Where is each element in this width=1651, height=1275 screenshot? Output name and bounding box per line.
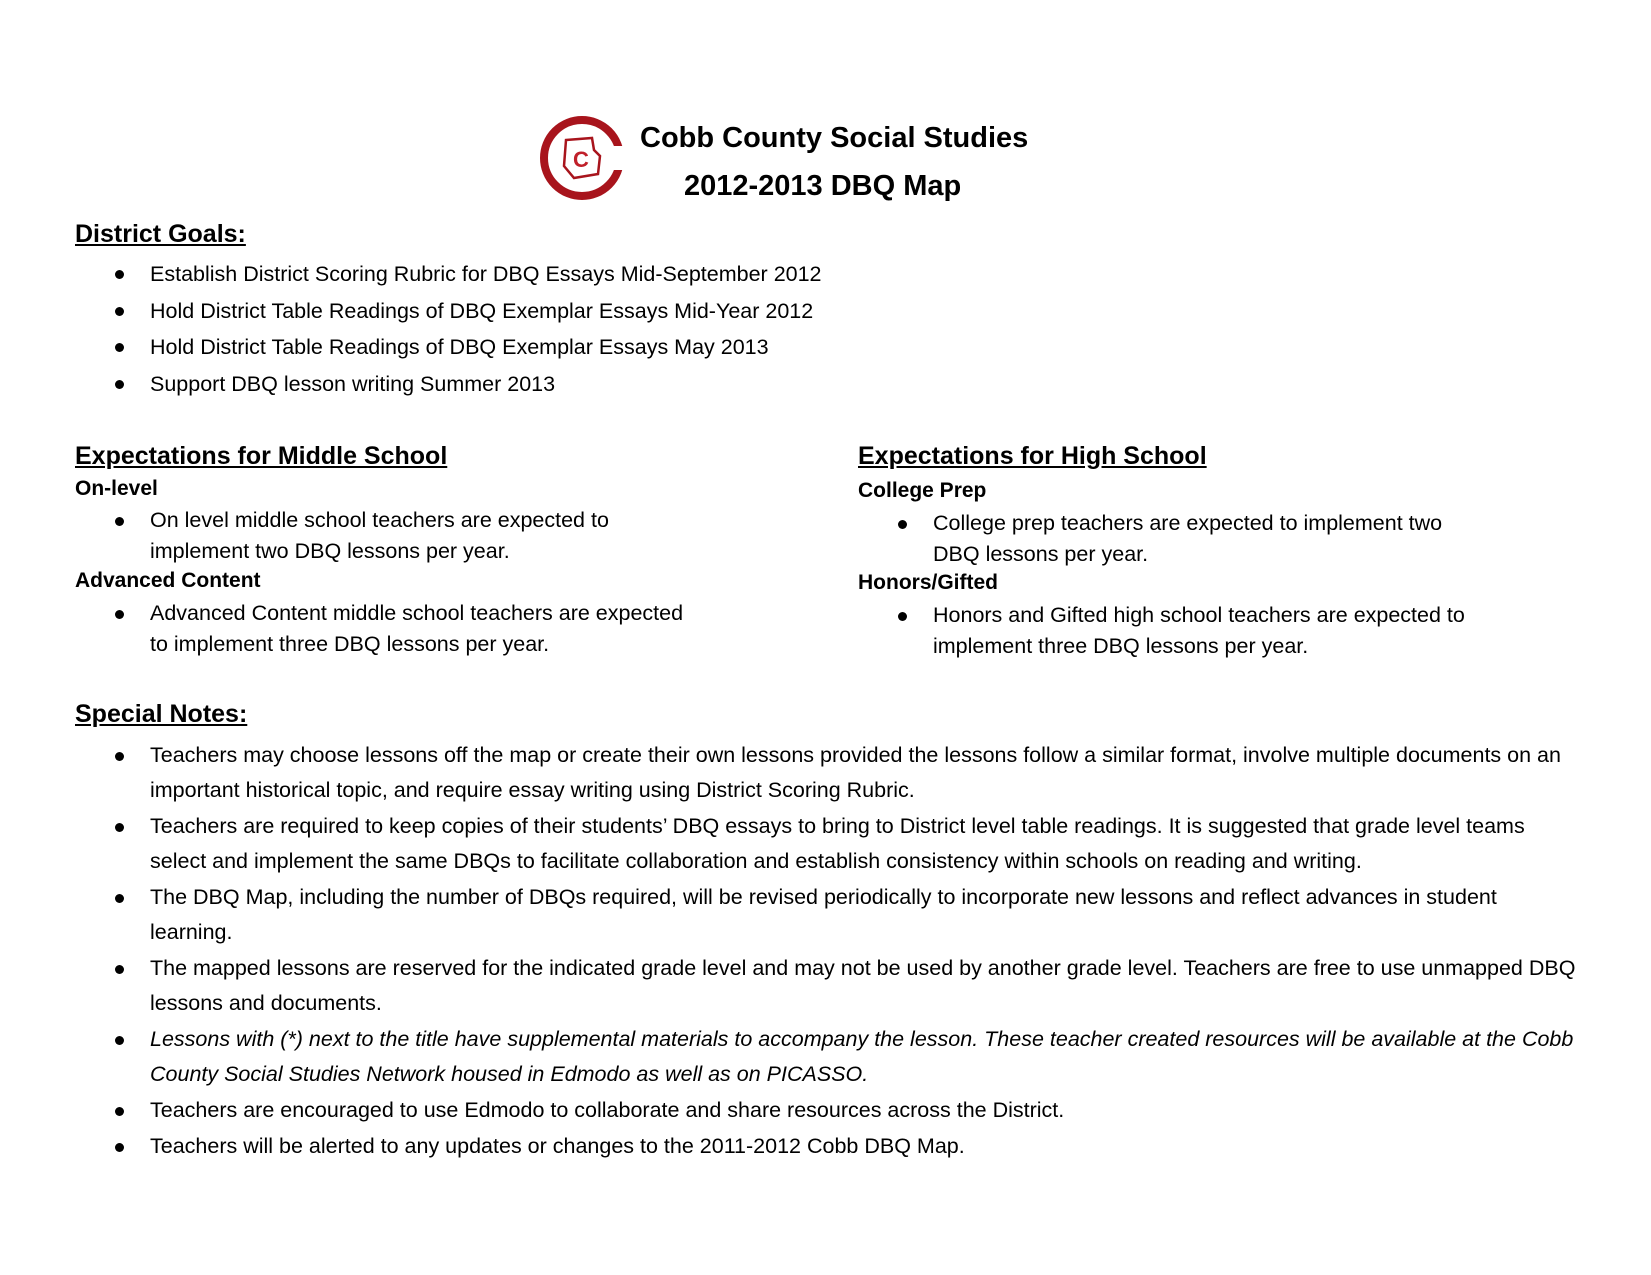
list-item: Lessons with (*) next to the title have supplemental materials to accompany the lesson. These teacher created resources will be available at the Cobb County Social Studies Network housed in Edmodo as well as on PICASSO. — [75, 1022, 1585, 1092]
advanced-content-label: Advanced Content — [75, 569, 261, 592]
bullet-icon — [115, 380, 124, 389]
bullet-icon — [115, 1036, 124, 1045]
list-item: Advanced Content middle school teachers are expected to implement three DBQ lessons per year. — [75, 598, 695, 660]
svg-text:C: C — [573, 147, 589, 172]
bullet-icon — [115, 1107, 124, 1116]
list-item: Teachers will be alerted to any updates or changes to the 2011-2012 Cobb DBQ Map. — [75, 1129, 1585, 1164]
document-header — [540, 112, 1100, 212]
bullet-icon — [898, 612, 907, 621]
high-school-heading: Expectations for High School — [858, 442, 1207, 470]
list-item: On level middle school teachers are expected to implement two DBQ lessons per year. — [75, 505, 695, 567]
cobb-county-logo-icon — [540, 116, 624, 200]
bullet-icon — [115, 752, 124, 761]
bullet-icon — [115, 823, 124, 832]
college-prep-label: College Prep — [858, 479, 987, 502]
list-item: Teachers are required to keep copies of their students’ DBQ essays to bring to District level table readings. It is suggested that grade level teams select and implement the same DBQs to facilitate collaboration and establish consistency within schools on reading and writing. — [75, 809, 1585, 879]
district-goals-heading: District Goals: — [75, 220, 246, 248]
page-subtitle: 2012-2013 DBQ Map — [684, 170, 962, 202]
list-item: Teachers may choose lessons off the map or create their own lessons provided the lessons follow a similar format, involve multiple documents on an important historical topic, and require essay writing using District Scoring Rubric. — [75, 738, 1585, 808]
special-notes-heading: Special Notes: — [75, 700, 248, 728]
bullet-icon — [115, 307, 124, 316]
list-item: Hold District Table Readings of DBQ Exemplar Essays Mid-Year 2012 — [75, 293, 1075, 330]
page-title: Cobb County Social Studies — [640, 122, 1029, 154]
advanced-content-list — [75, 598, 695, 665]
bullet-icon — [115, 965, 124, 974]
on-level-label: On-level — [75, 477, 158, 500]
bullet-icon — [115, 1143, 124, 1152]
list-item: Teachers are encouraged to use Edmodo to collaborate and share resources across the District. — [75, 1093, 1585, 1128]
list-item: College prep teachers are expected to implement two DBQ lessons per year. — [858, 508, 1478, 570]
list-item: The mapped lessons are reserved for the indicated grade level and may not be used by another grade level. Teachers are free to use unmapped DBQ lessons and documents. — [75, 951, 1585, 1021]
bullet-icon — [115, 610, 124, 619]
special-notes-list — [75, 738, 1585, 1165]
list-item: Establish District Scoring Rubric for DBQ Essays Mid-September 2012 — [75, 256, 1075, 293]
list-item: Support DBQ lesson writing Summer 2013 — [75, 366, 1075, 403]
list-item: Hold District Table Readings of DBQ Exemplar Essays May 2013 — [75, 329, 1075, 366]
college-prep-list — [858, 508, 1478, 575]
district-goals-list — [75, 256, 1075, 402]
bullet-icon — [898, 520, 907, 529]
on-level-list — [75, 505, 695, 572]
bullet-icon — [115, 894, 124, 903]
bullet-icon — [115, 270, 124, 279]
bullet-icon — [115, 343, 124, 352]
middle-school-heading: Expectations for Middle School — [75, 442, 448, 470]
honors-gifted-list — [858, 600, 1478, 667]
honors-gifted-label: Honors/Gifted — [858, 571, 998, 594]
bullet-icon — [115, 517, 124, 526]
list-item: The DBQ Map, including the number of DBQs required, will be revised periodically to incorporate new lessons and reflect advances in student learning. — [75, 880, 1585, 950]
list-item: Honors and Gifted high school teachers are expected to implement three DBQ lessons per year. — [858, 600, 1478, 662]
